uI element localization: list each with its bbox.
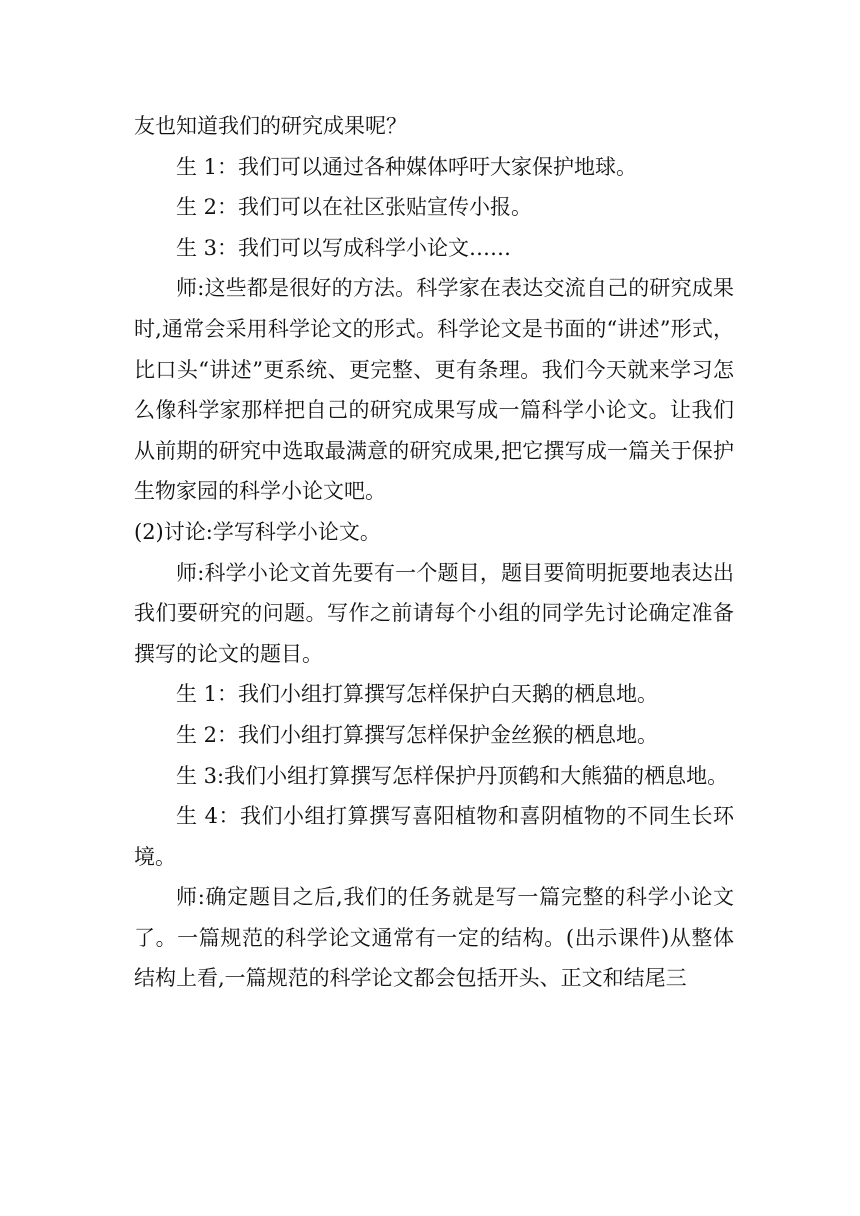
document-body xyxy=(134,106,734,999)
paragraph: 生 2：我们可以在社区张贴宣传小报。 xyxy=(176,195,533,220)
paragraph: 生 1：我们小组打算撰写怎样保护白天鹅的栖息地。 xyxy=(176,682,659,707)
section-heading: (2)讨论:学写科学小论文。 xyxy=(134,519,381,544)
paragraph: 生 3：我们可以写成科学小论文…… xyxy=(176,235,512,260)
paragraph: 生 2：我们小组打算撰写怎样保护金丝猴的栖息地。 xyxy=(176,722,659,747)
paragraph: 师:确定题目之后,我们的任务就是写一篇完整的科学小论文了。一篇规范的科学论文通常有一定的结构。(出示课件)从整体结构上看,一篇规范的科学论文都会包括开头、正文和结尾三 xyxy=(134,885,734,991)
paragraph: 友也知道我们的研究成果呢？ xyxy=(134,114,407,138)
paragraph: 师:科学小论文首先要有一个题目，题目要简明扼要地表达出我们要研究的问题。写作之前请每个小组的同学先讨论确定准备撰写的论文的题目。 xyxy=(134,560,734,666)
paragraph: 师:这些都是很好的方法。科学家在表达交流自己的研究成果时,通常会采用科学论文的形式。科学论文是书面的“讲述”形式，比口头“讲述”更系统、更完整、更有条理。我们今天就来学习怎么像科学家那样把自己的研究成果写成一篇科学小论文。让我们从前期的研究中选取最满意的研究成果,把它撰写成一篇关于保护生物家园的科学小论文吧。 xyxy=(134,276,734,504)
paragraph: 生 3:我们小组打算撰写怎样保护丹顶鹤和大熊猫的栖息地。 xyxy=(176,763,729,788)
paragraph: 生 4：我们小组打算撰写喜阳植物和喜阴植物的不同生长环境。 xyxy=(134,804,734,869)
paragraph: 生 1：我们可以通过各种媒体呼吁大家保护地球。 xyxy=(176,154,638,179)
